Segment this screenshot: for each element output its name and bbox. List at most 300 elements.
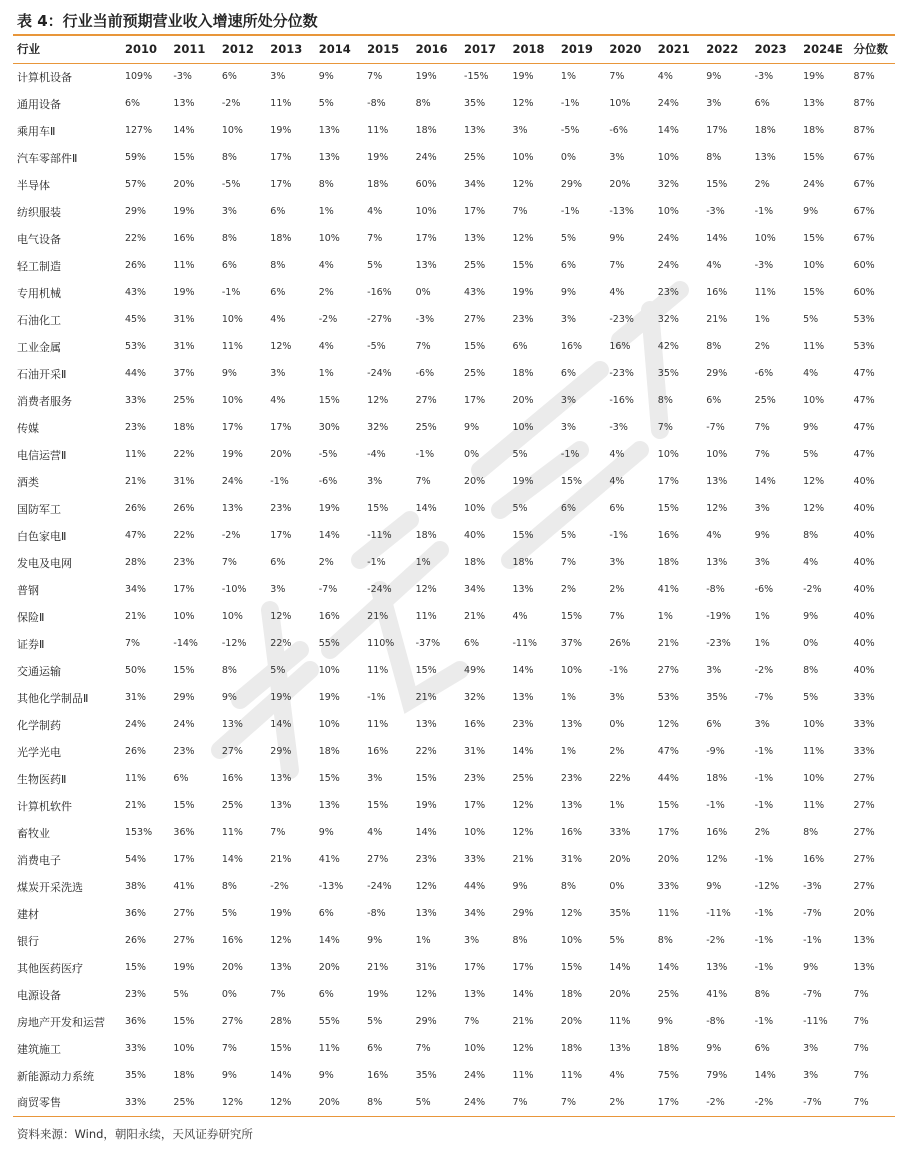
growth-cell: 20% — [609, 989, 631, 1000]
growth-cell: 14% — [512, 746, 534, 757]
percentile-cell: 53% — [853, 341, 875, 352]
growth-cell: 26% — [124, 260, 147, 271]
growth-cell: -7% — [754, 692, 774, 703]
growth-cell: 14% — [609, 962, 631, 973]
growth-cell: 24% — [657, 98, 679, 109]
growth-cell: 9% — [464, 422, 480, 433]
industry-name: 光学光电 — [17, 745, 61, 759]
growth-cell: 8% — [803, 827, 819, 838]
growth-cell: 15% — [803, 233, 825, 244]
growth-cell: 16% — [657, 530, 679, 541]
growth-cell: 15% — [560, 611, 583, 622]
percentile-cell: 47% — [853, 395, 875, 406]
growth-cell: 3% — [270, 71, 286, 83]
growth-cell: -1% — [754, 800, 774, 811]
industry-name: 电气设备 — [17, 232, 61, 246]
header-year: 2012 — [218, 35, 266, 63]
growth-cell: 21% — [657, 638, 679, 649]
growth-cell: 35% — [415, 1070, 437, 1081]
growth-cell: 17% — [464, 962, 486, 973]
growth-cell: 33% — [657, 881, 679, 892]
growth-cell: 24% — [464, 1070, 486, 1081]
growth-cell: 21% — [367, 962, 389, 973]
growth-cell: 14% — [657, 125, 679, 136]
growth-cell: 22% — [173, 530, 195, 541]
growth-cell: 15% — [657, 503, 679, 514]
growth-cell: 14% — [706, 233, 728, 244]
growth-cell: 36% — [173, 827, 195, 838]
growth-cell: 14% — [657, 962, 679, 973]
growth-cell: 1% — [754, 611, 770, 622]
growth-cell: 50% — [124, 665, 147, 676]
growth-cell: 5% — [173, 989, 189, 1000]
growth-cell: 20% — [464, 476, 486, 487]
growth-cell: 15% — [173, 1016, 195, 1027]
growth-cell: 0% — [415, 287, 431, 298]
growth-cell: 12% — [512, 179, 534, 190]
growth-cell: 25% — [464, 260, 486, 271]
growth-cell: 25% — [754, 395, 776, 406]
growth-cell: 7% — [657, 422, 673, 433]
percentile-cell: 53% — [853, 314, 875, 325]
growth-cell: 4% — [609, 449, 625, 460]
percentile-cell: 33% — [853, 692, 875, 703]
percentile-cell: 40% — [853, 476, 875, 487]
growth-cell: 25% — [464, 152, 486, 163]
growth-cell: 9% — [367, 935, 383, 946]
growth-cell: 13% — [464, 989, 486, 1000]
growth-cell: 33% — [124, 395, 147, 406]
growth-cell: 4% — [706, 530, 722, 541]
growth-cell: 43% — [124, 287, 147, 298]
percentile-cell: 20% — [853, 908, 875, 919]
growth-cell: 28% — [124, 557, 147, 568]
growth-cell: 0% — [609, 881, 625, 892]
growth-cell: 15% — [464, 341, 486, 352]
growth-cell: 47% — [657, 746, 679, 757]
growth-cell: 10% — [221, 611, 243, 622]
growth-cell: 16% — [221, 773, 243, 784]
growth-cell: 11% — [270, 98, 292, 109]
growth-cell: 27% — [464, 314, 486, 325]
growth-cell: 37% — [173, 368, 195, 379]
growth-cell: 19% — [803, 71, 825, 83]
growth-cell: 9% — [706, 1043, 722, 1054]
growth-cell: -1% — [706, 800, 725, 811]
growth-cell: 21% — [512, 854, 534, 865]
table-row — [13, 630, 895, 657]
header-percentile: 分位数 — [850, 35, 895, 63]
growth-cell: 9% — [706, 71, 722, 83]
growth-cell: 7% — [270, 989, 286, 1000]
growth-cell: 43% — [464, 287, 486, 298]
percentile-cell: 7% — [853, 989, 869, 1000]
growth-cell: 13% — [270, 800, 292, 811]
growth-cell: 13% — [754, 152, 776, 163]
growth-cell: 4% — [318, 260, 334, 271]
growth-cell: 4% — [803, 368, 819, 379]
growth-cell: 2% — [754, 827, 770, 838]
growth-cell: 32% — [657, 314, 679, 325]
growth-cell: 6% — [464, 638, 480, 649]
industry-name: 计算机设备 — [17, 70, 72, 84]
growth-cell: 17% — [173, 584, 195, 595]
growth-cell: 13% — [415, 719, 437, 730]
growth-cell: -6% — [754, 584, 774, 595]
growth-cell: 1% — [754, 638, 770, 649]
growth-cell: 9% — [754, 530, 770, 541]
growth-cell: 17% — [464, 206, 486, 217]
growth-cell: 15% — [124, 962, 147, 973]
growth-cell: -1% — [367, 557, 386, 568]
growth-cell: 24% — [803, 179, 825, 190]
growth-cell: 24% — [460, 1089, 508, 1116]
growth-cell: 3% — [609, 152, 625, 163]
growth-cell: 15% — [367, 503, 389, 514]
growth-cell: 9% — [318, 71, 334, 83]
growth-cell: 8% — [221, 665, 237, 676]
growth-cell: 7% — [415, 341, 431, 352]
percentile-cell: 40% — [853, 584, 875, 595]
growth-cell: 4% — [367, 206, 383, 217]
industry-name: 其他化学制品Ⅱ — [17, 691, 89, 705]
growth-cell: 9% — [560, 287, 576, 298]
growth-cell: -1% — [803, 935, 822, 946]
growth-cell: 9% — [706, 881, 722, 892]
growth-cell: 3% — [560, 314, 576, 325]
growth-cell: 35% — [464, 98, 486, 109]
table-row — [13, 522, 895, 549]
growth-cell: 7% — [367, 233, 383, 244]
growth-cell: 8% — [657, 395, 673, 406]
growth-cell: 12% — [657, 719, 679, 730]
growth-cell: 11% — [367, 665, 389, 676]
growth-cell: -23% — [706, 638, 731, 649]
growth-cell: 11% — [560, 1070, 583, 1081]
growth-cell: 17% — [657, 476, 679, 487]
header-year: 2023 — [751, 35, 799, 63]
growth-cell: 26% — [124, 746, 147, 757]
growth-cell: 7% — [508, 1089, 556, 1116]
growth-cell: 5% — [367, 1016, 383, 1027]
table-row — [13, 927, 895, 954]
growth-cell: 3% — [367, 773, 383, 784]
growth-cell: 19% — [270, 692, 292, 703]
table-row — [13, 873, 895, 900]
table-row — [13, 1035, 895, 1062]
growth-cell: 11% — [415, 611, 437, 622]
growth-cell: -2% — [706, 935, 725, 946]
industry-name: 消费电子 — [17, 853, 61, 867]
growth-cell: 7% — [557, 1089, 605, 1116]
growth-cell: 21% — [367, 611, 389, 622]
growth-cell: 25% — [221, 800, 243, 811]
industry-name: 普钢 — [17, 583, 39, 597]
growth-cell: 41% — [706, 989, 728, 1000]
growth-cell: -27% — [367, 314, 392, 325]
growth-cell: -5% — [221, 179, 241, 190]
growth-cell: 17% — [221, 422, 243, 433]
growth-cell: 11% — [124, 773, 147, 784]
growth-cell: 10% — [512, 422, 534, 433]
growth-cell: 13% — [560, 800, 583, 811]
industry-name: 半导体 — [17, 178, 50, 192]
growth-cell: -12% — [754, 881, 780, 892]
growth-cell: 26% — [124, 503, 147, 514]
table-row — [13, 90, 895, 117]
growth-cell: 21% — [706, 314, 728, 325]
growth-cell: 13% — [221, 719, 243, 730]
growth-cell: 10% — [803, 395, 825, 406]
growth-cell: 10% — [609, 98, 631, 109]
header-year: 2017 — [460, 35, 508, 63]
growth-cell: 18% — [512, 557, 534, 568]
growth-cell: 11% — [803, 746, 825, 757]
growth-cell: -8% — [706, 584, 725, 595]
growth-cell: -16% — [609, 395, 634, 406]
growth-cell: 1% — [657, 611, 673, 622]
growth-cell: 7% — [560, 557, 576, 568]
growth-cell: 24% — [657, 233, 679, 244]
growth-cell: 7% — [367, 71, 383, 83]
growth-cell: 0% — [464, 449, 480, 460]
growth-cell: 31% — [173, 476, 195, 487]
growth-cell: 11% — [221, 827, 243, 838]
growth-cell: 15% — [657, 800, 679, 811]
growth-cell: 6% — [512, 341, 528, 352]
growth-cell: 13% — [415, 908, 437, 919]
growth-cell: 11% — [318, 1043, 340, 1054]
growth-cell: 29% — [560, 179, 583, 190]
growth-cell: 15% — [367, 800, 389, 811]
header-year: 2018 — [508, 35, 556, 63]
industry-name: 保险Ⅱ — [17, 610, 45, 624]
growth-cell: 6% — [221, 260, 237, 271]
header-year: 2024E — [799, 35, 849, 63]
table-row — [13, 900, 895, 927]
growth-cell: 10% — [173, 611, 195, 622]
growth-cell: 19% — [512, 476, 534, 487]
growth-cell: -1% — [560, 98, 580, 109]
growth-cell: 10% — [803, 260, 825, 271]
growth-cell: -16% — [367, 287, 392, 298]
table-row — [13, 225, 895, 252]
growth-cell: -19% — [706, 611, 731, 622]
growth-cell: 9% — [318, 827, 334, 838]
percentile-cell: 67% — [853, 152, 875, 163]
growth-cell: 35% — [657, 368, 679, 379]
growth-cell: 3% — [609, 692, 625, 703]
growth-cell: 18% — [173, 1070, 195, 1081]
growth-cell: 5% — [270, 665, 286, 676]
table-title: 表 4：行业当前预期营业收入增速所处分位数 — [17, 12, 318, 30]
growth-cell: 13% — [512, 584, 534, 595]
growth-cell: 9% — [221, 692, 237, 703]
growth-cell: 16% — [367, 746, 389, 757]
growth-cell: 19% — [173, 962, 195, 973]
growth-cell: 23% — [124, 422, 147, 433]
growth-cell: 23% — [173, 746, 195, 757]
growth-cell: 17% — [270, 422, 292, 433]
growth-cell: -6% — [754, 368, 774, 379]
growth-cell: 10% — [657, 449, 679, 460]
growth-cell: 10% — [803, 719, 825, 730]
growth-cell: 10% — [560, 935, 583, 946]
growth-cell: 18% — [173, 422, 195, 433]
growth-cell: 20% — [657, 854, 679, 865]
growth-cell: 9% — [803, 206, 819, 217]
growth-cell: 19% — [415, 800, 437, 811]
table-row — [13, 360, 895, 387]
growth-cell: 33% — [464, 854, 486, 865]
growth-cell: 12% — [512, 800, 534, 811]
table-row — [13, 117, 895, 144]
growth-cell: 18% — [803, 125, 825, 136]
growth-cell: -1% — [367, 692, 386, 703]
industry-name: 其他医药医疗 — [17, 961, 83, 975]
growth-cell: 31% — [464, 746, 486, 757]
growth-cell: 9% — [657, 1016, 673, 1027]
growth-cell: 19% — [318, 503, 340, 514]
growth-cell: 17% — [706, 125, 728, 136]
table-row — [13, 252, 895, 279]
growth-cell: 13% — [706, 557, 728, 568]
growth-cell: 19% — [270, 125, 292, 136]
table-row — [13, 954, 895, 981]
growth-cell: 16% — [609, 341, 631, 352]
growth-cell: 12% — [415, 584, 437, 595]
growth-cell: 20% — [173, 179, 195, 190]
growth-cell: -4% — [367, 449, 386, 460]
table-row — [13, 198, 895, 225]
growth-cell: 12% — [803, 476, 825, 487]
header-industry: 行业 — [13, 35, 121, 63]
growth-cell: 15% — [803, 287, 825, 298]
growth-cell: 12% — [270, 935, 292, 946]
growth-cell: 12% — [512, 98, 534, 109]
growth-cell: 12% — [706, 503, 728, 514]
growth-cell: 17% — [512, 962, 534, 973]
table-row — [13, 711, 895, 738]
growth-cell: 20% — [315, 1089, 363, 1116]
percentile-cell: 47% — [853, 449, 875, 460]
growth-cell: 55% — [318, 638, 340, 649]
table-row — [13, 468, 895, 495]
growth-cell: 44% — [124, 368, 147, 379]
growth-cell: 5% — [318, 98, 334, 109]
growth-cell: 12% — [270, 611, 292, 622]
growth-cell: 10% — [803, 773, 825, 784]
growth-cell: 4% — [803, 557, 819, 568]
percentile-cell: 47% — [853, 368, 875, 379]
growth-cell: -2% — [221, 530, 241, 541]
growth-cell: 15% — [173, 665, 195, 676]
growth-cell: 33% — [609, 827, 631, 838]
growth-cell: 18% — [415, 530, 437, 541]
growth-cell: 17% — [415, 233, 437, 244]
industry-name: 化学制药 — [17, 718, 61, 732]
growth-cell: 3% — [754, 557, 770, 568]
growth-cell: 34% — [124, 584, 147, 595]
growth-cell: 12% — [560, 908, 583, 919]
growth-cell: 45% — [124, 314, 147, 325]
percentile-cell: 60% — [853, 287, 875, 298]
growth-cell: 1% — [318, 368, 334, 379]
growth-cell: 19% — [367, 989, 389, 1000]
growth-cell: 2% — [318, 557, 334, 568]
growth-cell: 21% — [124, 476, 147, 487]
growth-cell: 40% — [464, 530, 486, 541]
growth-cell: -13% — [609, 206, 634, 217]
growth-cell: 11% — [803, 800, 825, 811]
growth-cell: 11% — [173, 260, 195, 271]
table-row — [13, 819, 895, 846]
growth-cell: 8% — [318, 179, 334, 190]
growth-cell: -1% — [754, 935, 774, 946]
growth-cell: 6% — [560, 503, 576, 514]
growth-cell: 13% — [706, 962, 728, 973]
growth-cell: 30% — [318, 422, 340, 433]
growth-cell: 19% — [270, 908, 292, 919]
growth-cell: 8% — [803, 665, 819, 676]
growth-cell: 3% — [270, 368, 286, 379]
growth-cell: -8% — [367, 908, 386, 919]
growth-cell: 10% — [318, 665, 340, 676]
growth-cell: -6% — [318, 476, 338, 487]
industry-name: 证券Ⅱ — [17, 637, 45, 651]
growth-cell: 3% — [754, 503, 770, 514]
growth-cell: 8% — [512, 935, 528, 946]
growth-cell: 3% — [367, 476, 383, 487]
table-row — [13, 279, 895, 306]
percentile-cell: 40% — [853, 557, 875, 568]
growth-cell: 26% — [609, 638, 631, 649]
growth-cell: 13% — [706, 476, 728, 487]
growth-cell: 22% — [415, 746, 437, 757]
growth-cell: 36% — [124, 908, 147, 919]
percentile-cell: 13% — [853, 935, 875, 946]
growth-cell: 11% — [367, 719, 389, 730]
industry-name: 商贸零售 — [13, 1089, 121, 1116]
header-year: 2010 — [121, 35, 169, 63]
growth-cell: 23% — [464, 773, 486, 784]
growth-cell: 11% — [221, 341, 243, 352]
growth-cell: 4% — [270, 314, 286, 325]
industry-name: 发电及电网 — [17, 556, 72, 570]
growth-cell: -1% — [754, 206, 774, 217]
growth-cell: 23% — [415, 854, 437, 865]
industry-name: 电源设备 — [17, 988, 61, 1002]
industry-name: 专用机械 — [17, 286, 61, 300]
growth-cell: 13% — [415, 260, 437, 271]
percentile-cell: 67% — [853, 179, 875, 190]
growth-cell: 10% — [512, 152, 534, 163]
growth-cell: 10% — [464, 1043, 486, 1054]
percentile-cell: 27% — [853, 773, 875, 784]
growth-cell: 4% — [512, 611, 528, 622]
growth-cell: -5% — [560, 125, 580, 136]
growth-cell: -24% — [367, 368, 392, 379]
growth-cell: 18% — [464, 557, 486, 568]
growth-cell: 16% — [173, 233, 195, 244]
growth-cell: 55% — [318, 1016, 340, 1027]
growth-cell: 15% — [318, 395, 340, 406]
growth-cell: 22% — [609, 773, 631, 784]
growth-cell: 8% — [706, 341, 722, 352]
growth-cell: 7% — [609, 611, 625, 622]
growth-cell: 5% — [803, 449, 819, 460]
industry-name: 生物医药Ⅱ — [17, 772, 67, 786]
